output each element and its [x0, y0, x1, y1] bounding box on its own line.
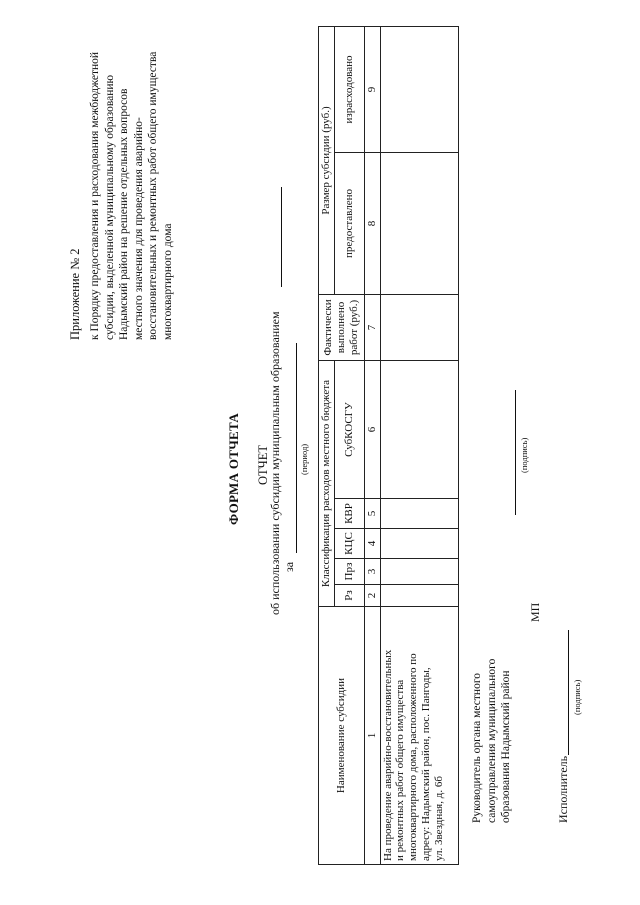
cell-subkosgu	[380, 361, 458, 499]
column-number: 2	[364, 585, 380, 607]
head-signature-caption: (подпись)	[519, 437, 529, 473]
report-subtitle: об использовании субсидии муниципальным образованием	[268, 311, 282, 615]
column-number: 1	[364, 607, 380, 865]
report-title: ОТЧЕТ	[256, 444, 270, 485]
appendix-title: Приложение № 2	[68, 248, 82, 340]
appendix-text	[88, 30, 176, 340]
column-number: 7	[364, 295, 380, 361]
municipality-fill-line	[281, 187, 282, 287]
appendix-line: субсидии, выделенной муниципальному образованию	[103, 74, 116, 340]
column-number: 5	[364, 499, 380, 529]
subsidy-row-name	[380, 607, 458, 865]
head-line: Руководитель органа местного	[471, 673, 483, 823]
cell-spent	[380, 27, 458, 153]
column-number: 8	[364, 153, 380, 295]
appendix-line: многоквартирного дома	[161, 223, 174, 340]
head-line: образования Надымский район	[500, 670, 513, 823]
column-number: 3	[364, 559, 380, 585]
row-name-line: ул. Звездная, д. 6б	[432, 776, 445, 861]
header-actual-line: выполнено	[335, 301, 347, 354]
form-title: ФОРМА ОТЧЕТА	[226, 412, 241, 525]
executor-signature-line	[568, 630, 569, 755]
row-name-line: многоквартирного дома, расположенного по	[407, 653, 420, 861]
period-caption: (период)	[299, 443, 309, 475]
appendix-line: Надымский район на решение отдельных вопросов	[118, 88, 131, 340]
executor-signature-caption: (подпись)	[572, 679, 582, 715]
head-signature-line	[515, 390, 516, 515]
header-subkosgu: СубКОСГУ	[334, 361, 364, 499]
appendix-line: восстановительных и ремонтных работ общего имущества	[147, 51, 160, 340]
header-actual-line: Фактически	[322, 299, 335, 356]
header-classification: Классификация расходов местного бюджета	[319, 361, 335, 607]
header-prz: Прз	[334, 559, 364, 585]
column-number: 6	[364, 361, 380, 499]
cell-provided	[380, 153, 458, 295]
column-number: 9	[364, 27, 380, 153]
header-subsidy-name: Наименование субсидии	[319, 607, 365, 865]
appendix-line: местного значения для проведения аварийно-	[132, 117, 145, 340]
row-name-line: На проведение аварийно-восстановительных	[381, 649, 394, 861]
period-fill-line	[296, 343, 297, 553]
seal-mark: МП	[528, 602, 542, 622]
subsidy-table	[318, 26, 459, 865]
header-actual	[319, 295, 365, 361]
cell-kcs	[380, 529, 458, 559]
head-line: самоуправления муниципального	[485, 658, 498, 823]
executor-label: Исполнитель	[556, 755, 570, 823]
header-subsidy-size: Размер субсидии (руб.)	[319, 27, 335, 295]
cell-prz	[380, 559, 458, 585]
row-name-line: и ремонтных работ общего имущества	[394, 679, 407, 861]
header-actual-line: работ (руб.)	[347, 299, 360, 356]
header-kcs: КЦС	[334, 529, 364, 559]
cell-kvr	[380, 499, 458, 529]
head-signature-title	[470, 593, 514, 823]
header-provided: предоставлено	[334, 153, 364, 295]
header-spent: израсходовано	[334, 27, 364, 153]
cell-actual	[380, 295, 458, 361]
row-name-line: адресу: Надымский район, пос. Пангоды,	[419, 667, 432, 861]
cell-rz	[380, 585, 458, 607]
header-kvr: КВР	[334, 499, 364, 529]
header-rz: Рз	[334, 585, 364, 607]
column-number: 4	[364, 529, 380, 559]
period-prefix: за	[282, 561, 296, 572]
appendix-line: к Порядку предоставления и расходования межбюджетной	[89, 51, 101, 340]
